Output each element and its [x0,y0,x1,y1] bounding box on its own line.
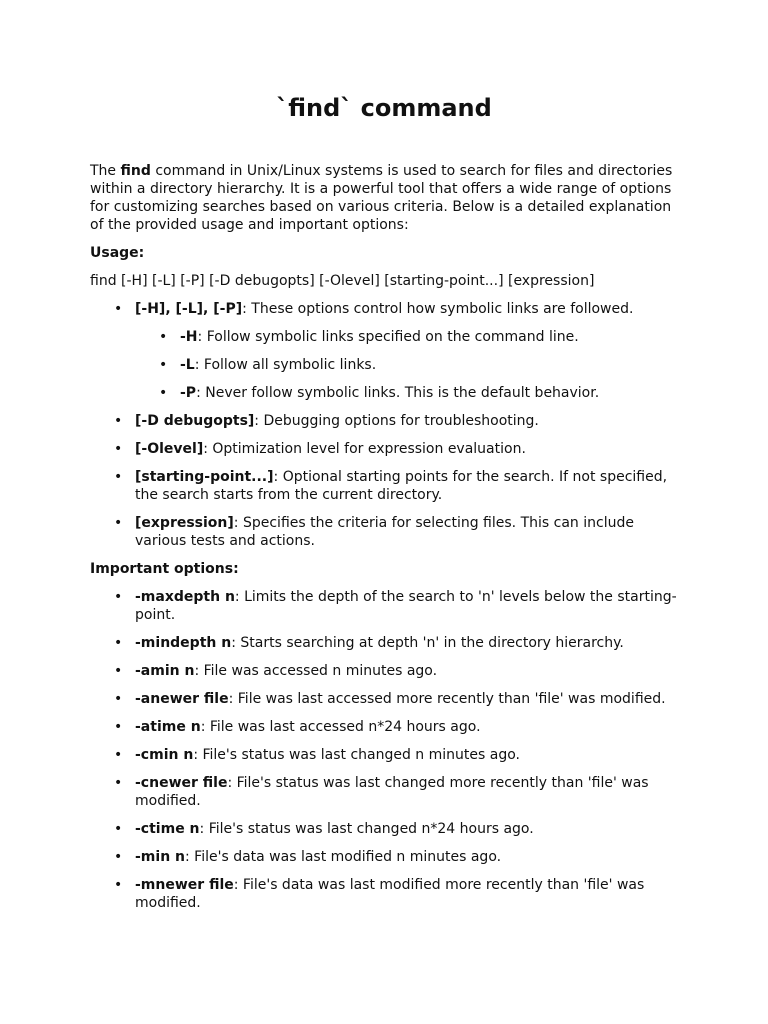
option-desc: : File's data was last modified n minutes ago. [185,849,502,865]
usage-item-desc: : Specifies the criteria for selecting files. This can include various tests and actions. [135,515,634,549]
option-item-atime [114,718,680,736]
option-desc: : File was last accessed more recently than 'file' was modified. [228,691,666,707]
option-item-cnewer [114,774,680,810]
bullet-icon: • [114,589,123,605]
option-term: -anewer file [135,691,229,707]
symlink-options-list [159,328,680,402]
intro-paragraph [90,162,680,234]
option-item-min [114,848,680,866]
usage-item-term: [-D debugopts] [135,413,255,429]
symlink-option-term: -H [180,329,198,345]
symlink-option-desc: : Never follow symbolic links. This is the default behavior. [196,385,600,401]
option-item-amin [114,662,680,680]
usage-synopsis: find [-H] [-L] [-P] [-D debugopts] [-Olevel] [starting-point...] [expression] [90,273,595,289]
document-body [90,162,680,922]
symlink-option-term: -P [180,385,197,401]
bullet-icon: • [114,849,123,865]
usage-heading: Usage: [90,245,145,261]
bullet-icon: • [114,515,123,531]
usage-item-term: [-Olevel] [135,441,204,457]
option-desc: : File's status was last changed n minutes ago. [193,747,520,763]
page-title: `find` command [276,94,492,122]
usage-item-desc: : Optional starting points for the search. If not specified, the search starts from the current directory. [135,469,668,503]
option-desc: : Starts searching at depth 'n' in the directory hierarchy. [231,635,624,651]
usage-item-desc: : Optimization level for expression evaluation. [203,441,526,457]
usage-item-debugopts [114,412,680,430]
usage-item-expression [114,514,680,550]
symlink-option-h [159,328,680,346]
option-item-cmin [114,746,680,764]
intro-command-name: find [120,163,151,179]
usage-item-starting-point [114,468,680,504]
option-desc: : File's status was last changed n*24 hours ago. [199,821,534,837]
usage-item-desc: : These options control how symbolic links are followed. [242,301,634,317]
usage-item-term: [-H], [-L], [-P] [135,301,243,317]
bullet-icon: • [114,775,123,791]
usage-list [114,300,680,550]
options-heading: Important options: [90,561,239,577]
options-list [114,588,680,912]
bullet-icon: • [159,385,168,401]
bullet-icon: • [159,329,168,345]
bullet-icon: • [114,747,123,763]
bullet-icon: • [114,635,123,651]
option-desc: : File was last accessed n*24 hours ago. [200,719,481,735]
bullet-icon: • [114,821,123,837]
bullet-icon: • [114,301,123,317]
usage-item-term: [expression] [135,515,234,531]
option-item-anewer [114,690,680,708]
option-desc: : File was accessed n minutes ago. [194,663,438,679]
usage-item-desc: : Debugging options for troubleshooting. [254,413,539,429]
option-term: -maxdepth n [135,589,235,605]
symlink-option-desc: : Follow all symbolic links. [194,357,377,373]
usage-item-symlinks [114,300,680,402]
bullet-icon: • [114,719,123,735]
option-term: -cnewer file [135,775,228,791]
bullet-icon: • [114,413,123,429]
usage-item-olevel [114,440,680,458]
bullet-icon: • [114,469,123,485]
intro-text-start: The [90,163,121,179]
option-item-maxdepth [114,588,680,624]
bullet-icon: • [159,357,168,373]
option-term: -atime n [135,719,201,735]
usage-item-term: [starting-point...] [135,469,274,485]
option-item-ctime [114,820,680,838]
option-term: -mnewer file [135,877,234,893]
intro-text-rest: command in Unix/Linux systems is used to search for files and directories within a directory hierarchy. It is a powerful tool that offers a wide range of options for customizing searches based on various criteria. Below is a detailed explanation of the provided usage and important options: [90,163,673,233]
symlink-option-term: -L [180,357,195,373]
option-desc: : File's status was last changed more recently than 'file' was modified. [135,775,649,809]
option-term: -amin n [135,663,195,679]
option-item-mindepth [114,634,680,652]
bullet-icon: • [114,663,123,679]
symlink-option-l [159,356,680,374]
option-term: -mindepth n [135,635,232,651]
option-term: -cmin n [135,747,194,763]
option-term: -ctime n [135,821,200,837]
option-desc: : File's data was last modified more recently than 'file' was modified. [135,877,645,911]
symlink-option-p [159,384,680,402]
bullet-icon: • [114,441,123,457]
symlink-option-desc: : Follow symbolic links specified on the command line. [197,329,579,345]
option-item-mnewer [114,876,680,912]
option-term: -min n [135,849,186,865]
bullet-icon: • [114,877,123,893]
bullet-icon: • [114,691,123,707]
option-desc: : Limits the depth of the search to 'n' levels below the starting-point. [135,589,677,623]
